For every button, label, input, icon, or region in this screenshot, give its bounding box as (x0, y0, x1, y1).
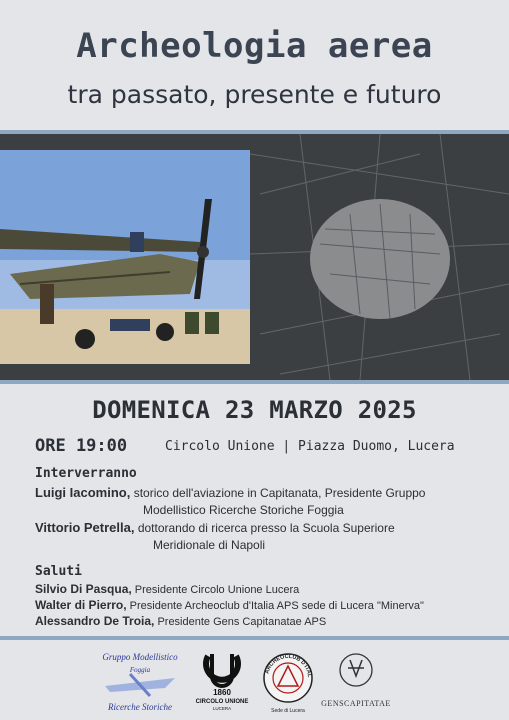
greeting-3-role: Presidente Gens Capitanatae APS (157, 616, 327, 628)
gens-capitanatae-logo (321, 654, 391, 708)
event-venue: Circolo Unione | Piazza Duomo, Lucera (165, 439, 455, 454)
gruppo-line3: Ricerche Storiche (108, 702, 172, 712)
speaker-1-name: Luigi Iacomino, (35, 485, 131, 500)
greeting-1-role: Presidente Circolo Unione Lucera (134, 584, 300, 596)
bottom-rule (0, 636, 509, 640)
archeo-sede: Sede di Lucera (271, 708, 305, 714)
gruppo-modellistico-logo (102, 652, 178, 712)
speaker-2-role: dottorando di ricerca presso la Scuola Superiore (137, 521, 395, 535)
greeting-1-name: Silvio Di Pasqua, (35, 582, 132, 596)
greetings-heading: Saluti (35, 564, 82, 579)
greeting-2-name: Walter di Pierro, (35, 598, 127, 612)
logo-row-graphic (0, 646, 509, 720)
unione-year: 1860 (213, 688, 231, 697)
greeting-3-name: Alessandro De Troia, (35, 614, 155, 628)
greeting-3 (35, 614, 326, 628)
aircraft-photo (0, 150, 250, 364)
speaker-2 (35, 520, 395, 535)
photo-band (0, 134, 509, 380)
greeting-1 (35, 582, 299, 596)
event-time: ORE 19:00 (35, 436, 128, 456)
greeting-2 (35, 598, 424, 612)
page-title: Archeologia aerea (76, 26, 433, 66)
middle-rule (0, 380, 509, 384)
archeo-ring-text: ARCHEOCLUB D'ITAL (264, 653, 313, 678)
logo-row (0, 646, 509, 720)
speaker-2-role-cont: Meridionale di Napoli (153, 538, 266, 552)
circolo-unione-logo (196, 654, 249, 711)
page-subtitle: tra passato, presente e futuro (67, 80, 442, 109)
unione-name: CIRCOLO UNIONE (195, 699, 249, 705)
speakers-heading: Interverranno (35, 466, 137, 481)
speaker-2-name: Vittorio Petrella, (35, 520, 135, 535)
unione-city: LUCERA (212, 706, 232, 711)
gruppo-line1: Gruppo Modellistico (102, 652, 178, 662)
gruppo-line2: Foggia (129, 666, 151, 674)
photo-band-graphic (0, 134, 509, 380)
gens-text: GENSCAPITATAE (321, 699, 391, 708)
emblem-icon (348, 660, 364, 676)
speaker-1-role: storico dell'aviazione in Capitanata, Presidente Gruppo (133, 486, 426, 500)
event-date: DOMENICA 23 MARZO 2025 (92, 396, 417, 424)
town-core (310, 199, 450, 319)
greeting-2-role: Presidente Archeoclub d'Italia APS sede di Lucera "Minerva" (129, 600, 424, 612)
speaker-1 (35, 485, 425, 500)
speaker-1-role-cont: Modellistico Ricerche Storiche Foggia (143, 503, 344, 517)
